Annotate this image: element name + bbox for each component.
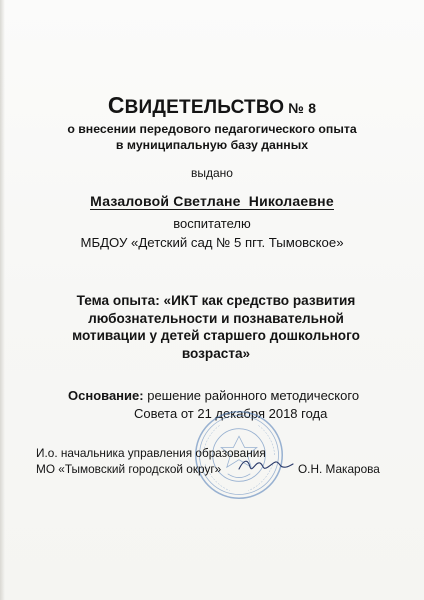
certificate-number: № 8 <box>288 100 317 116</box>
signatory-title-line-1: И.о. начальника управления образования <box>36 446 266 460</box>
recipient-name: Мазаловой Светлане Николаевне <box>90 193 334 209</box>
experience-topic: Тема опыта: «ИКТ как средство развития любознательности и познавательной мотивации у детей старшего дошкольного возраста» <box>72 293 360 361</box>
issued-label: выдано <box>191 166 233 180</box>
title-word: СВИДЕТЕЛЬСТВО <box>107 92 285 118</box>
signatory-title-line-2: МО «Тымовский городской округ» <box>36 462 222 476</box>
recipient-position: воспитателю <box>173 216 251 231</box>
signatory-name: О.Н. Макарова <box>298 462 380 476</box>
subtitle-line-2: в муниципальную базу данных <box>115 138 309 152</box>
handwritten-signature <box>236 455 296 475</box>
basis-label: Основание: <box>68 388 144 403</box>
recipient-name-block <box>0 193 424 209</box>
basis-text-2: Совета от 21 декабря 2018 года <box>134 406 328 421</box>
certificate-subtitle <box>0 121 424 153</box>
certificate-title <box>0 92 424 119</box>
scan-edge-shadow <box>0 0 5 600</box>
basis-line-1 <box>68 388 359 403</box>
basis-text-1: решение районного методического <box>147 388 360 403</box>
recipient-organization: МБДОУ «Детский сад № 5 пгт. Тымовское» <box>80 235 344 250</box>
subtitle-line-1: о внесении передового педагогического опыта <box>67 122 357 136</box>
